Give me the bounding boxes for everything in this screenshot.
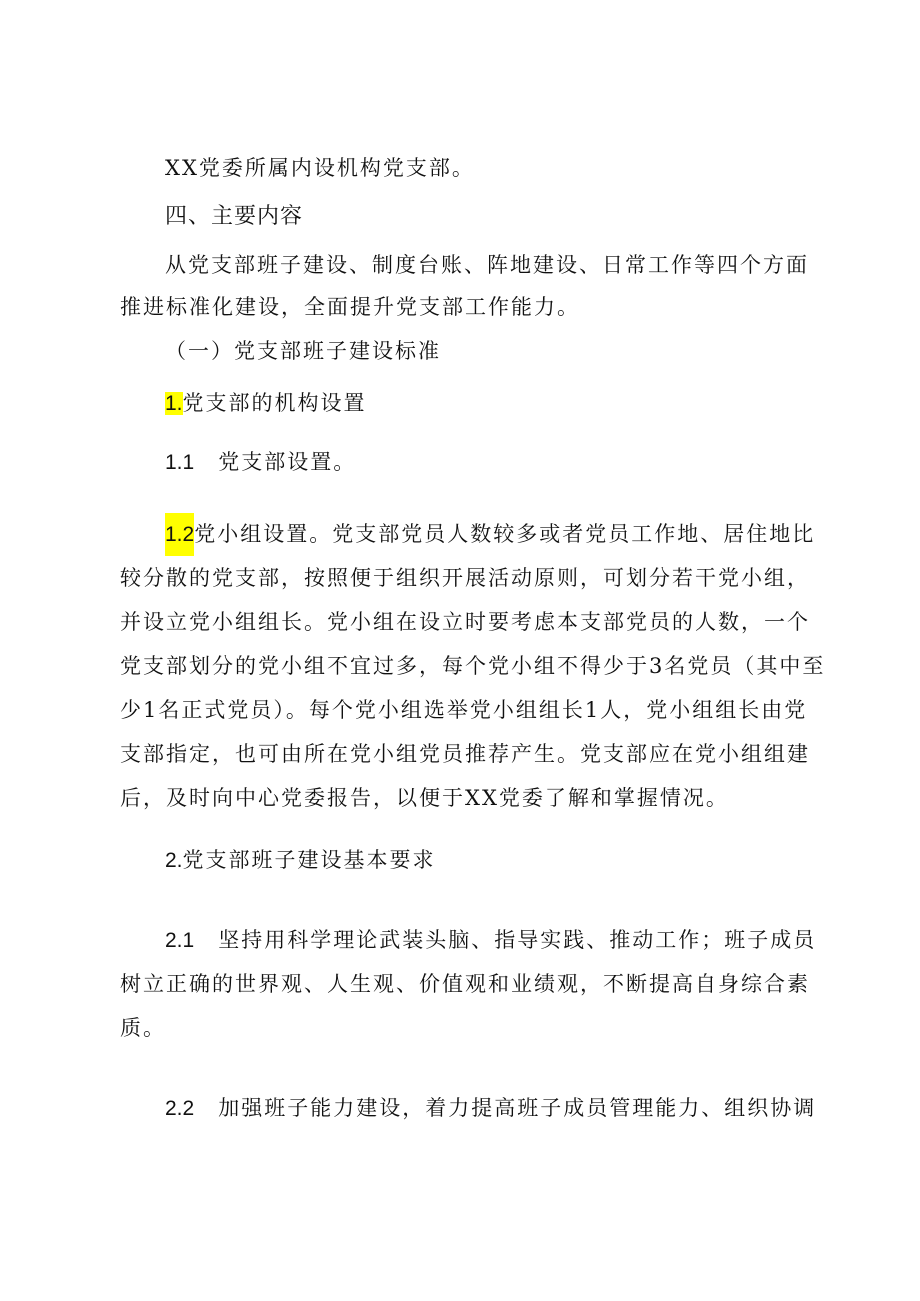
paragraph-line: 支部指定，也可由所在党小组党员推荐产生。党支部应在党小组组建 xyxy=(120,742,810,766)
subsection-heading: （一）党支部班子建设标准 xyxy=(165,339,441,363)
highlighted-number: 1.2 xyxy=(165,513,194,556)
paragraph-line: 较分散的党支部，按照便于组织开展活动原则，可划分若干党小组， xyxy=(120,566,810,590)
paragraph-line: 少1名正式党员）。每个党小组选举党小组组长1人，党小组组长由党 xyxy=(120,698,808,722)
highlighted-number: 1. xyxy=(165,392,183,415)
paragraph-line: 党支部划分的党小组不宜过多，每个党小组不得少于3名党员（其中至 xyxy=(120,654,826,678)
paragraph-line: 质。 xyxy=(120,1016,166,1040)
paragraph-line: 并设立党小组组长。党小组在设立时要考虑本支部党员的人数，一个 xyxy=(120,610,810,634)
item-heading-2: 2.党支部班子建设基本要求 xyxy=(165,848,436,872)
paragraph-line: 推进标准化建设，全面提升党支部工作能力。 xyxy=(120,295,580,319)
item-2-2-line: 2.2 加强班子能力建设，着力提高班子成员管理能力、组织协调 xyxy=(165,1096,817,1120)
scope-line: XX党委所属内设机构党支部。 xyxy=(165,156,475,180)
paragraph-line: 从党支部班子建设、制度台账、阵地建设、日常工作等四个方面 xyxy=(165,253,809,277)
item-2-1-line: 2.1 坚持用科学理论武装头脑、指导实践、推动工作；班子成员 xyxy=(165,928,817,952)
paragraph-line: 后，及时向中心党委报告，以便于XX党委了解和掌握情况。 xyxy=(120,786,729,810)
paragraph-line: 树立正确的世界观、人生观、价值观和业绩观，不断提高自身综合素 xyxy=(120,972,810,996)
section-heading-main-content: 四、主要内容 xyxy=(165,204,304,229)
item-heading-1: 1.党支部的机构设置 xyxy=(165,391,367,415)
item-1-2-line: 1.2党小组设置。党支部党员人数较多或者党员工作地、居住地比 xyxy=(165,519,920,550)
item-heading-1-1: 1.1 党支部设置。 xyxy=(165,450,357,474)
